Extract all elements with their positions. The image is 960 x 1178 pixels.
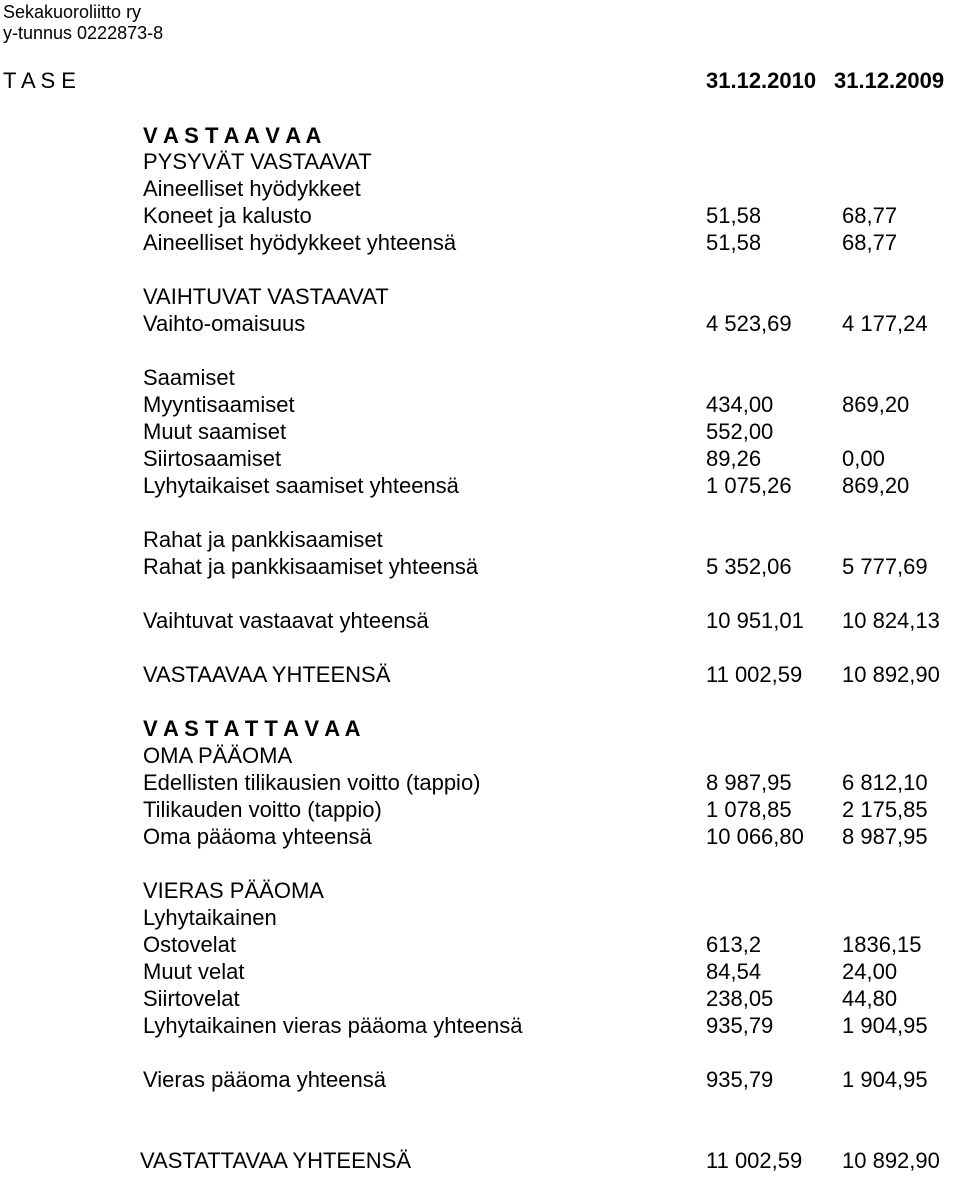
value-2009: 10 824,13 <box>842 608 940 633</box>
column-header-2010: 31.12.2010 <box>706 68 817 93</box>
value-2010: 10 951,01 <box>706 608 804 633</box>
value-2009: 6 812,10 <box>842 770 928 795</box>
value-2009: 1 904,95 <box>842 1067 928 1092</box>
row-label: Aineelliset hyödykkeet yhteensä <box>143 230 457 255</box>
row-label: Rahat ja pankkisaamiset yhteensä <box>143 554 479 579</box>
organization-name: Sekakuoroliitto ry <box>3 2 142 22</box>
row-label: VASTAAVAA YHTEENSÄ <box>143 662 391 687</box>
column-header-2009: 31.12.2009 <box>834 68 945 93</box>
value-2009: 1836,15 <box>842 932 922 957</box>
value-2009: 1 904,95 <box>842 1013 928 1038</box>
value-2009: 2 175,85 <box>842 797 928 822</box>
value-2010: 935,79 <box>706 1013 774 1038</box>
document-title: T A S E <box>3 68 76 93</box>
equity-heading: OMA PÄÄOMA <box>143 743 293 768</box>
value-2010: 1 078,85 <box>706 797 792 822</box>
value-2010: 935,79 <box>706 1067 774 1092</box>
debt-heading: VIERAS PÄÄOMA <box>143 878 324 903</box>
value-2009: 24,00 <box>842 959 898 984</box>
value-2009: 0,00 <box>842 446 885 471</box>
value-2010: 11 002,59 <box>706 1148 803 1173</box>
value-2010: 51,58 <box>706 203 762 228</box>
value-2009: 68,77 <box>842 203 898 228</box>
value-2009: 10 892,90 <box>842 662 940 687</box>
row-label: Vaihto-omaisuus <box>143 311 306 336</box>
assets-heading: V A S T A A V A A <box>143 123 322 148</box>
fixed-assets-heading: PYSYVÄT VASTAAVAT <box>143 149 372 174</box>
row-label: Muut velat <box>143 959 245 984</box>
value-2010: 238,05 <box>706 986 774 1011</box>
value-2010: 10 066,80 <box>706 824 804 849</box>
row-label: Oma pääoma yhteensä <box>143 824 372 849</box>
value-2010: 552,00 <box>706 419 774 444</box>
value-2010: 11 002,59 <box>706 662 803 687</box>
liabilities-heading: V A S T A T T A V A A <box>143 716 361 741</box>
row-label: Siirtovelat <box>143 986 240 1011</box>
row-label: Lyhytaikaiset saamiset yhteensä <box>143 473 459 498</box>
business-id: y-tunnus 0222873-8 <box>3 23 164 43</box>
row-label: Lyhytaikainen vieras pääoma yhteensä <box>143 1013 523 1038</box>
row-label: Edellisten tilikausien voitto (tappio) <box>143 770 481 795</box>
current-assets-heading: VAIHTUVAT VASTAAVAT <box>143 284 389 309</box>
short-term-heading: Lyhytaikainen <box>143 905 277 930</box>
value-2010: 1 075,26 <box>706 473 792 498</box>
row-label: Vieras pääoma yhteensä <box>143 1067 386 1092</box>
value-2009: 44,80 <box>842 986 898 1011</box>
value-2010: 8 987,95 <box>706 770 792 795</box>
value-2009: 8 987,95 <box>842 824 928 849</box>
value-2010: 5 352,06 <box>706 554 792 579</box>
value-2010: 51,58 <box>706 230 762 255</box>
tangible-assets-heading: Aineelliset hyödykkeet <box>143 176 361 201</box>
value-2009: 4 177,24 <box>842 311 928 336</box>
value-2009: 5 777,69 <box>842 554 928 579</box>
row-label: Siirtosaamiset <box>143 446 282 471</box>
value-2010: 4 523,69 <box>706 311 792 336</box>
row-label: Muut saamiset <box>143 419 287 444</box>
row-label: Koneet ja kalusto <box>143 203 312 228</box>
row-label: Vaihtuvat vastaavat yhteensä <box>143 608 429 633</box>
value-2010: 434,00 <box>706 392 774 417</box>
row-label: Ostovelat <box>143 932 236 957</box>
row-label: Tilikauden voitto (tappio) <box>143 797 382 822</box>
value-2009: 869,20 <box>842 473 910 498</box>
row-label: VASTATTAVAA YHTEENSÄ <box>140 1148 411 1173</box>
cash-heading: Rahat ja pankkisaamiset <box>143 527 383 552</box>
value-2009: 10 892,90 <box>842 1148 940 1173</box>
value-2010: 89,26 <box>706 446 762 471</box>
row-label: Myyntisaamiset <box>143 392 295 417</box>
value-2009: 68,77 <box>842 230 898 255</box>
value-2010: 613,2 <box>706 932 762 957</box>
receivables-heading: Saamiset <box>143 365 235 390</box>
value-2010: 84,54 <box>706 959 762 984</box>
value-2009: 869,20 <box>842 392 910 417</box>
